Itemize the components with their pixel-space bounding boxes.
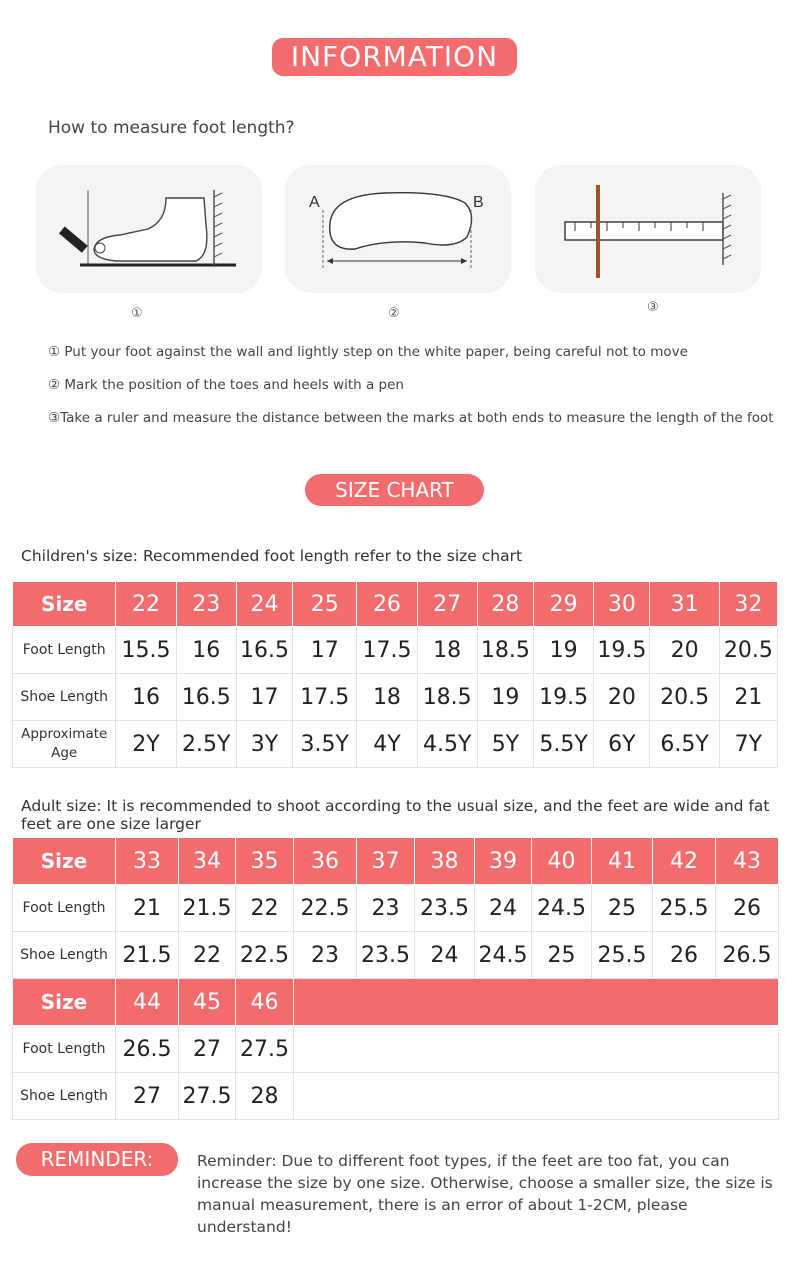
adult-size-cell: 40 — [532, 838, 592, 885]
children-foot-length-cell: 20 — [650, 627, 719, 674]
size-row-label: Size — [13, 838, 116, 885]
size-chart-title: SIZE CHART — [305, 474, 484, 506]
children-age-cell: 5.5Y — [534, 721, 594, 768]
adult-size-cell: 33 — [116, 838, 179, 885]
adult-foot-length-row-2 — [13, 1026, 779, 1073]
empty-header-area — [294, 979, 779, 1026]
adult-size-cell: 38 — [415, 838, 475, 885]
adult-foot-length-cell: 22.5 — [294, 885, 357, 932]
children-age-row — [13, 721, 778, 768]
shoe-length-row-label: Shoe Length — [13, 674, 116, 721]
adult-size-cell: 43 — [716, 838, 779, 885]
children-shoe-length-cell: 16.5 — [176, 674, 236, 721]
children-age-cell: 2.5Y — [176, 721, 236, 768]
step-2-text: ② Mark the position of the toes and heels with a pen — [48, 377, 404, 393]
children-shoe-length-cell: 19 — [477, 674, 533, 721]
adult-size-row-2 — [13, 979, 779, 1026]
children-shoe-length-cell: 20.5 — [650, 674, 719, 721]
children-size-cell: 26 — [357, 582, 417, 627]
adult-size-cell: 44 — [116, 979, 179, 1026]
children-shoe-length-row — [13, 674, 778, 721]
adult-foot-length-cell: 26.5 — [116, 1026, 179, 1073]
children-foot-length-row — [13, 627, 778, 674]
adult-foot-length-cell: 24 — [475, 885, 532, 932]
children-foot-length-cell: 15.5 — [116, 627, 176, 674]
children-size-cell: 24 — [236, 582, 292, 627]
adult-foot-length-row — [13, 885, 779, 932]
adult-shoe-length-cell: 26.5 — [716, 932, 779, 979]
adult-foot-length-cell: 25 — [592, 885, 653, 932]
children-age-cell: 6Y — [594, 721, 650, 768]
children-size-row — [13, 582, 778, 627]
adult-shoe-length-cell: 24.5 — [475, 932, 532, 979]
size-row-label: Size — [13, 582, 116, 627]
adult-shoe-length-cell: 27.5 — [179, 1073, 236, 1120]
children-age-cell: 4.5Y — [417, 721, 477, 768]
children-shoe-length-cell: 18.5 — [417, 674, 477, 721]
children-size-cell: 29 — [534, 582, 594, 627]
adult-foot-length-cell: 27.5 — [236, 1026, 294, 1073]
information-title: INFORMATION — [272, 38, 517, 76]
adult-shoe-length-cell: 22.5 — [236, 932, 294, 979]
ruler-illustration — [535, 165, 761, 293]
adult-shoe-length-cell: 22 — [179, 932, 236, 979]
adult-size-cell: 46 — [236, 979, 294, 1026]
step-1-text: ① Put your foot against the wall and lightly step on the white paper, being careful not to move — [48, 344, 688, 360]
adult-size-cell: 37 — [357, 838, 415, 885]
adult-size-cell: 39 — [475, 838, 532, 885]
diagram-card-foot-wall — [36, 165, 262, 293]
empty-row-area — [294, 1073, 779, 1120]
adult-size-table — [12, 837, 779, 1120]
children-size-cell: 23 — [176, 582, 236, 627]
adult-shoe-length-cell: 25 — [532, 932, 592, 979]
reminder-title: REMINDER: — [16, 1143, 178, 1176]
adult-foot-length-cell: 26 — [716, 885, 779, 932]
children-size-label: Children's size: Recommended foot length refer to the size chart — [21, 547, 523, 565]
children-age-cell: 4Y — [357, 721, 417, 768]
children-age-cell: 7Y — [719, 721, 777, 768]
children-foot-length-cell: 18 — [417, 627, 477, 674]
step-number-3: ③ — [647, 300, 659, 315]
adult-shoe-length-cell: 23.5 — [357, 932, 415, 979]
step-number-2: ② — [388, 306, 400, 321]
shoe-length-row-label: Shoe Length — [13, 932, 116, 979]
children-size-table — [12, 581, 778, 768]
reminder-text: Reminder: Due to different foot types, if the feet are too fat, you can increase the size by one size. Otherwise, choose a smaller size, the size is manual measurement, there is an error of about 1-2CM, please understand! — [197, 1152, 773, 1236]
adult-size-row — [13, 838, 779, 885]
children-foot-length-cell: 16.5 — [236, 627, 292, 674]
adult-size-cell: 42 — [653, 838, 716, 885]
foot-length-row-label: Foot Length — [13, 1026, 116, 1073]
shoe-length-row-label: Shoe Length — [13, 1073, 116, 1120]
children-age-cell: 3.5Y — [293, 721, 357, 768]
adult-shoe-length-cell: 24 — [415, 932, 475, 979]
children-shoe-length-cell: 17.5 — [293, 674, 357, 721]
age-row-label: Approximate Age — [13, 721, 116, 768]
children-foot-length-cell: 16 — [176, 627, 236, 674]
children-shoe-length-cell: 21 — [719, 674, 777, 721]
children-shoe-length-cell: 20 — [594, 674, 650, 721]
measure-heading: How to measure foot length? — [48, 118, 295, 138]
adult-foot-length-cell: 21 — [116, 885, 179, 932]
children-size-cell: 28 — [477, 582, 533, 627]
children-shoe-length-cell: 16 — [116, 674, 176, 721]
children-foot-length-cell: 17 — [293, 627, 357, 674]
adult-shoe-length-cell: 27 — [116, 1073, 179, 1120]
adult-shoe-length-cell: 26 — [653, 932, 716, 979]
adult-shoe-length-row-2 — [13, 1073, 779, 1120]
foot-wall-illustration — [36, 165, 262, 293]
diagram-card-ruler — [535, 165, 761, 293]
adult-size-cell: 34 — [179, 838, 236, 885]
children-age-cell: 5Y — [477, 721, 533, 768]
children-age-cell: 6.5Y — [650, 721, 719, 768]
empty-row-area — [294, 1026, 779, 1073]
adult-shoe-length-cell: 21.5 — [116, 932, 179, 979]
adult-foot-length-cell: 22 — [236, 885, 294, 932]
children-shoe-length-cell: 17 — [236, 674, 292, 721]
step-3-text: ③Take a ruler and measure the distance between the marks at both ends to measure the length of the foot — [48, 410, 774, 426]
adult-size-cell: 41 — [592, 838, 653, 885]
children-shoe-length-cell: 19.5 — [534, 674, 594, 721]
label-b: B — [473, 194, 484, 211]
children-shoe-length-cell: 18 — [357, 674, 417, 721]
adult-foot-length-cell: 24.5 — [532, 885, 592, 932]
adult-shoe-length-cell: 25.5 — [592, 932, 653, 979]
adult-shoe-length-row — [13, 932, 779, 979]
size-row-label: Size — [13, 979, 116, 1026]
children-foot-length-cell: 19.5 — [594, 627, 650, 674]
step-number-1: ① — [131, 306, 143, 321]
children-size-cell: 22 — [116, 582, 176, 627]
adult-shoe-length-cell: 28 — [236, 1073, 294, 1120]
foot-length-row-label: Foot Length — [13, 627, 116, 674]
adult-size-cell: 35 — [236, 838, 294, 885]
adult-size-cell: 45 — [179, 979, 236, 1026]
children-size-cell: 32 — [719, 582, 777, 627]
children-foot-length-cell: 18.5 — [477, 627, 533, 674]
children-age-cell: 3Y — [236, 721, 292, 768]
adult-shoe-length-cell: 23 — [294, 932, 357, 979]
adult-size-cell: 36 — [294, 838, 357, 885]
children-foot-length-cell: 19 — [534, 627, 594, 674]
children-size-cell: 30 — [594, 582, 650, 627]
adult-foot-length-cell: 27 — [179, 1026, 236, 1073]
adult-foot-length-cell: 23.5 — [415, 885, 475, 932]
children-foot-length-cell: 17.5 — [357, 627, 417, 674]
children-foot-length-cell: 20.5 — [719, 627, 777, 674]
footprint-illustration — [285, 165, 511, 293]
foot-length-row-label: Foot Length — [13, 885, 116, 932]
children-age-cell: 2Y — [116, 721, 176, 768]
diagram-card-footprint — [285, 165, 511, 293]
adult-foot-length-cell: 23 — [357, 885, 415, 932]
children-size-cell: 27 — [417, 582, 477, 627]
adult-size-label: Adult size: It is recommended to shoot according to the usual size, and the feet are wide and fat feet are one size larger — [21, 797, 770, 833]
children-size-cell: 31 — [650, 582, 719, 627]
adult-foot-length-cell: 25.5 — [653, 885, 716, 932]
adult-foot-length-cell: 21.5 — [179, 885, 236, 932]
children-size-cell: 25 — [293, 582, 357, 627]
label-a: A — [309, 194, 320, 211]
